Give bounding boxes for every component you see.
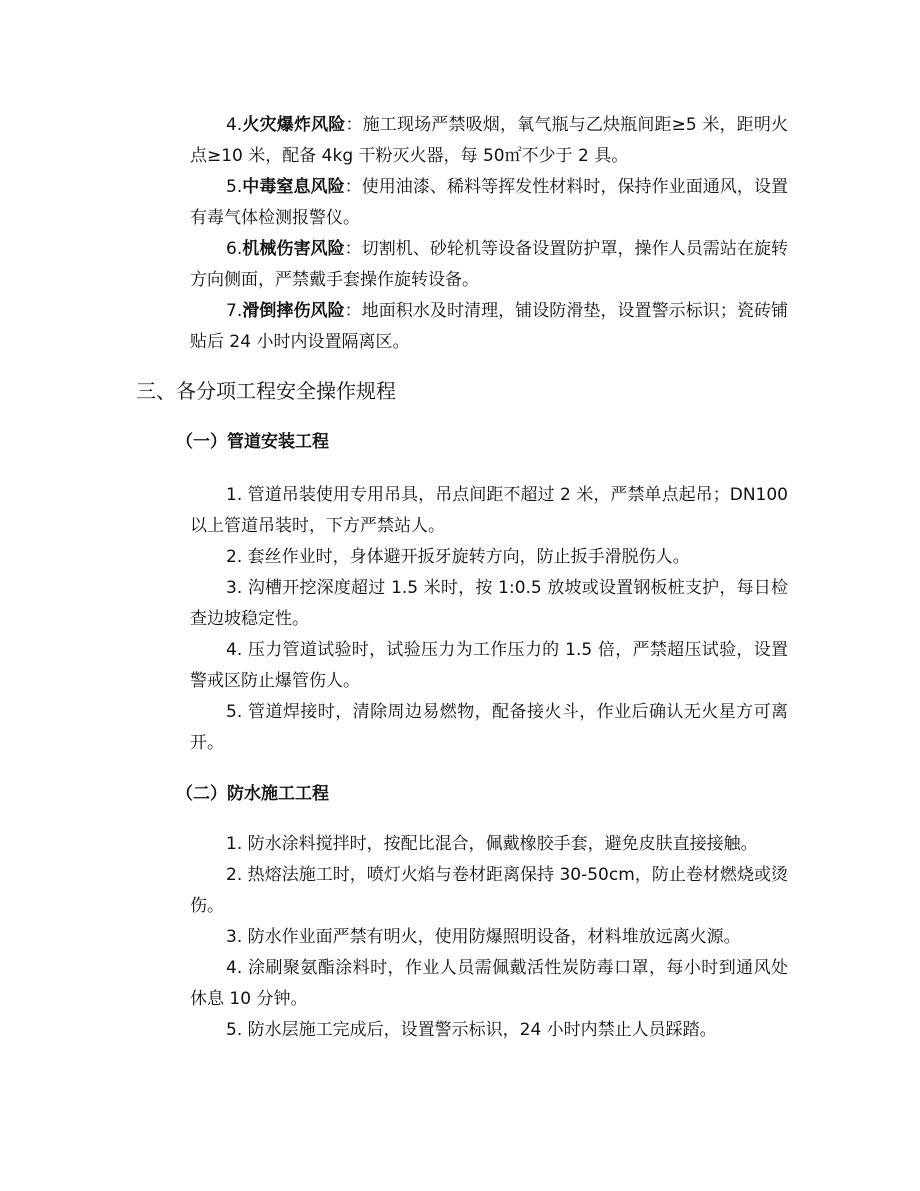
risk-paragraph-6: [190, 234, 788, 296]
pipe-item-4: 4. 压力管道试验时，试验压力为工作压力的 1.5 倍，严禁超压试验，设置警戒区防止爆管伤人。: [190, 640, 788, 691]
risk-number: 5.: [226, 177, 243, 197]
pipe-item-3: 3. 沟槽开挖深度超过 1.5 米时，按 1:0.5 放坡或设置钢板桩支护，每日检查边坡稳定性。: [190, 578, 788, 629]
risk-number: 7.: [226, 301, 243, 321]
waterproof-item-1: 1. 防水涂料搅拌时，按配比混合，佩戴橡胶手套，避免皮肤直接接触。: [226, 834, 758, 854]
waterproof-item-3: 3. 防水作业面严禁有明火，使用防爆照明设备，材料堆放远离火源。: [226, 927, 741, 947]
risk-body: ：使用油漆、稀料等挥发性材料时，保持作业面通风，设置有毒气体检测报警仪。: [190, 177, 789, 228]
waterproof-item-4: 4. 涂刷聚氨酯涂料时，作业人员需佩戴活性炭防毒口罩，每小时到通风处休息 10 分钟。: [190, 958, 788, 1009]
risk-number: 4.: [226, 115, 243, 135]
section-heading: 三、各分项工程安全操作规程: [136, 379, 396, 403]
waterproof-item-2: 2. 热熔法施工时，喷灯火焰与卷材距离保持 30-50cm，防止卷材燃烧或烫伤。: [190, 865, 788, 916]
risk-number: 6.: [226, 239, 243, 259]
risk-paragraph-4: [190, 110, 788, 172]
subsection-heading-pipe: （一）管道安装工程: [176, 432, 329, 452]
risk-title: 滑倒摔伤风险: [242, 301, 345, 321]
risk-paragraph-7: [190, 296, 788, 358]
pipe-item-1: 1. 管道吊装使用专用吊具，吊点间距不超过 2 米，严禁单点起吊；DN100 以上管道吊装时，下方严禁站人。: [190, 485, 788, 536]
risk-body: ：施工现场严禁吸烟，氧气瓶与乙炔瓶间距≥5 米，距明火点≥10 米，配备 4kg 干粉灭火器，每 50㎡不少于 2 具。: [190, 115, 789, 166]
subsection-heading-waterproof: （二）防水施工工程: [176, 784, 329, 804]
pipe-item-5: 5. 管道焊接时，清除周边易燃物，配备接火斗，作业后确认无火星方可离开。: [190, 702, 788, 753]
risk-title: 火灾爆炸风险: [242, 115, 346, 135]
risk-body: ：切割机、砂轮机等设备设置防护罩，操作人员需站在旋转方向侧面，严禁戴手套操作旋转设备。: [190, 239, 789, 290]
risk-paragraph-5: [190, 172, 788, 234]
waterproof-item-5: 5. 防水层施工完成后，设置警示标识，24 小时内禁止人员踩踏。: [226, 1020, 717, 1040]
risk-body: ：地面积水及时清理，铺设防滑垫，设置警示标识；瓷砖铺贴后 24 小时内设置隔离区。: [190, 301, 789, 352]
pipe-item-2: 2. 套丝作业时，身体避开扳牙旋转方向，防止扳手滑脱伤人。: [226, 547, 690, 567]
risk-title: 中毒窒息风险: [242, 177, 345, 197]
risk-title: 机械伤害风险: [242, 239, 345, 259]
